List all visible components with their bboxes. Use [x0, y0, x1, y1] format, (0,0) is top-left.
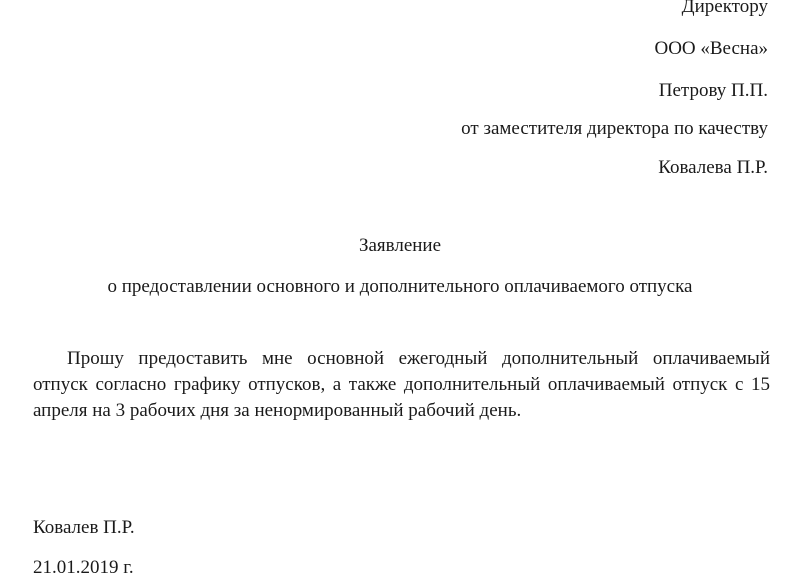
document-subtitle: о предоставлении основного и дополнительного оплачиваемого отпуска [107, 276, 693, 297]
document-title: Заявление [358, 235, 442, 256]
sender-position: от заместителя директора по качеству [461, 118, 768, 139]
addressee-company: ООО «Весна» [654, 38, 768, 59]
addressee-position: Директору [681, 0, 768, 17]
request-paragraph: Прошу предоставить мне основной ежегодный дополнительный оплачиваемый отпуск согласно графику отпусков, а также дополнительный оплачиваемый отпуск с 15 апреля на 3 рабочих дня за ненормированный рабочий день. [33, 348, 770, 421]
signature-name: Ковалев П.Р. [33, 517, 135, 538]
signature-date: 21.01.2019 г. [33, 557, 134, 578]
sender-name: Ковалева П.Р. [658, 157, 768, 178]
addressee-name: Петрову П.П. [658, 80, 768, 101]
